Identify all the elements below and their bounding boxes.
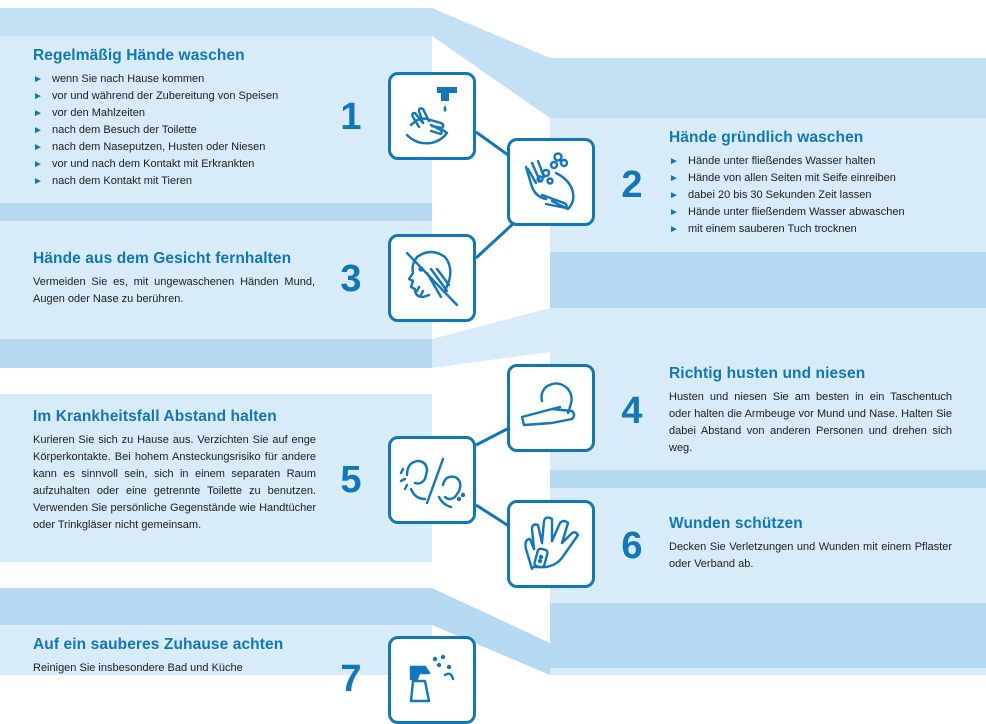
section-6-title: Wunden schützen bbox=[669, 515, 803, 532]
section-3-title: Hände aus dem Gesicht fernhalten bbox=[33, 250, 292, 267]
section-6-number: 6 bbox=[621, 525, 643, 567]
section-5-number: 5 bbox=[340, 459, 362, 501]
section-3-number: 3 bbox=[340, 258, 362, 300]
section-4-number: 4 bbox=[621, 390, 643, 432]
section-1-title: Regelmäßig Hände waschen bbox=[33, 47, 245, 64]
section-1-number: 1 bbox=[340, 96, 362, 138]
keep-distance-icon bbox=[388, 436, 476, 524]
section-6 bbox=[669, 515, 952, 573]
section-2-number: 2 bbox=[621, 164, 643, 206]
hand-washing-faucet-icon bbox=[388, 72, 476, 160]
section-3-text: Vermeiden Sie es, mit ungewaschenen Händen Mund, Augen oder Nase zu berühren. bbox=[33, 276, 315, 305]
list-item: ► dabei 20 bis 30 Sekunden Zeit lassen bbox=[669, 187, 969, 204]
section-4-title: Richtig husten und niesen bbox=[669, 365, 866, 382]
list-item: ► Hände unter fließendem Wasser abwaschen bbox=[669, 204, 969, 221]
section-3 bbox=[33, 250, 315, 308]
list-item: ► nach dem Naseputzen, Husten oder Niesen bbox=[33, 139, 333, 156]
bandaged-hand-icon bbox=[507, 500, 595, 588]
section-1-bullets bbox=[33, 71, 333, 190]
section-5-text: Kurieren Sie sich zu Hause aus. Verzichten Sie auf enge Körperkontakte. Bei hohem Ansteckungsrisiko für andere kann es sinnvoll sein, sich in einem separaten Raum aufzuhalten oder eine getrennte Toilette zu benutzen. Verwenden Sie persönliche Gegenstände wie Handtücher oder Trinkgläser nicht gemeinsam. bbox=[33, 434, 316, 531]
list-item: ► vor und während der Zubereitung von Speisen bbox=[33, 88, 333, 105]
section-5 bbox=[33, 408, 316, 534]
section-4 bbox=[669, 365, 952, 457]
section-7-text: Reinigen Sie insbesondere Bad und Küche bbox=[33, 662, 243, 674]
section-7 bbox=[33, 636, 316, 677]
section-6-text: Decken Sie Verletzungen und Wunden mit einem Pflaster oder Verband ab. bbox=[669, 541, 952, 570]
soapy-hands-icon bbox=[507, 138, 595, 226]
list-item: ► Hände unter fließendes Wasser halten bbox=[669, 153, 969, 170]
section-4-text: Husten und niesen Sie am besten in ein Taschentuch oder halten die Armbeuge vor Mund und Nase. Halten Sie dabei Abstand von anderen Personen und drehen sich weg. bbox=[669, 391, 952, 454]
list-item: ► nach dem Besuch der Toilette bbox=[33, 122, 333, 139]
section-2-bullets bbox=[669, 153, 969, 238]
section-1 bbox=[33, 47, 333, 190]
list-item: ► Hände von allen Seiten mit Seife einreiben bbox=[669, 170, 969, 187]
no-face-touch-icon bbox=[388, 234, 476, 322]
section-5-title: Im Krankheitsfall Abstand halten bbox=[33, 408, 277, 425]
list-item: ► vor den Mahlzeiten bbox=[33, 105, 333, 122]
section-7-number: 7 bbox=[340, 658, 362, 700]
section-2-title: Hände gründlich waschen bbox=[669, 129, 864, 146]
section-2 bbox=[669, 129, 969, 238]
section-7-title: Auf ein sauberes Zuhause achten bbox=[33, 636, 284, 653]
list-item: ► vor und nach dem Kontakt mit Erkrankten bbox=[33, 156, 333, 173]
spray-bottle-icon bbox=[388, 636, 476, 724]
list-item: ► nach dem Kontakt mit Tieren bbox=[33, 173, 333, 190]
list-item: ► mit einem sauberen Tuch trocknen bbox=[669, 221, 969, 238]
list-item: ► wenn Sie nach Hause kommen bbox=[33, 71, 333, 88]
cough-into-elbow-icon bbox=[507, 364, 595, 452]
